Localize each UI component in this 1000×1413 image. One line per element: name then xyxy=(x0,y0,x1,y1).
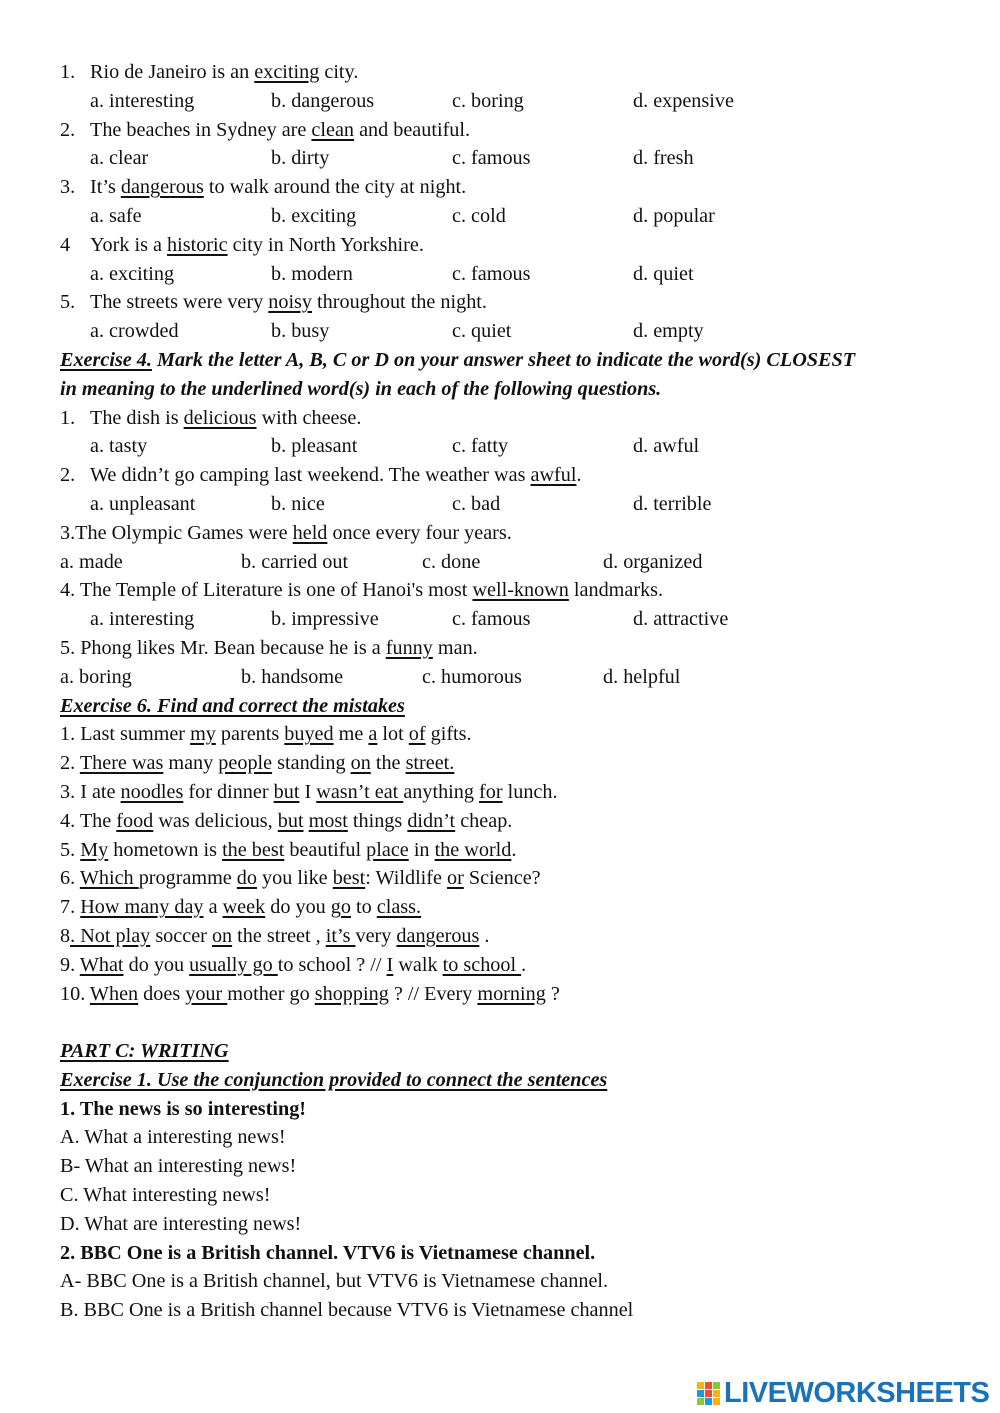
sentence-text: standing xyxy=(272,752,351,775)
underlined-word: What xyxy=(79,953,124,976)
answer-option: c. done xyxy=(422,550,481,573)
answer-option: b. nice xyxy=(271,492,325,515)
answer-option: b. pleasant xyxy=(271,435,358,458)
mistake-sentence xyxy=(60,807,960,836)
logo-tile xyxy=(705,1382,712,1389)
sentence-text: programme xyxy=(138,867,237,890)
sentence-text: . xyxy=(521,953,527,976)
mistake-sentence xyxy=(60,893,960,922)
question-line xyxy=(60,461,960,490)
answer-option: b. modern xyxy=(271,262,353,285)
question-line xyxy=(60,576,960,605)
sentence-text: Rio de Janeiro is an xyxy=(90,61,255,83)
underlined-word: but xyxy=(277,809,304,832)
answer-option: b. handsome xyxy=(241,665,344,688)
sentence-text: 4. The Temple of Literature is one of Hanoi's most xyxy=(60,579,473,602)
underlined-word: do xyxy=(236,867,257,890)
sentence-text: 7. xyxy=(60,896,81,919)
sentence-text: I xyxy=(299,780,317,803)
mistake-sentence xyxy=(60,749,960,778)
underlined-word: clean xyxy=(311,118,355,141)
sentence-text: ? // Every xyxy=(388,982,478,1005)
writing-question: 1. The news is so interesting! xyxy=(60,1097,307,1120)
underlined-word: There was xyxy=(79,752,164,775)
worksheet-page xyxy=(60,58,960,1325)
answer-option: b. dangerous xyxy=(271,89,375,112)
underlined-word: My xyxy=(80,838,109,861)
answer-option: a. interesting xyxy=(90,89,195,112)
sentence-text: in xyxy=(408,838,435,861)
writing-answer-choice: A- BBC One is a British channel, but VTV6 is Vietnamese channel. xyxy=(60,1270,609,1293)
answer-option: c. bad xyxy=(452,492,501,515)
logo-tile xyxy=(697,1398,704,1405)
sentence-text: . xyxy=(479,924,490,947)
answer-option: c. famous xyxy=(452,262,531,285)
underlined-word: usually go xyxy=(189,953,278,976)
question-line xyxy=(60,404,960,433)
question-line xyxy=(60,173,960,202)
sentence-text: to school ? // xyxy=(277,953,387,976)
answer-option: d. attractive xyxy=(633,608,729,631)
answer-option: c. fatty xyxy=(452,435,509,458)
underlined-word: go xyxy=(330,896,351,919)
underlined-word: on xyxy=(211,924,233,947)
sentence-text: once every four years. xyxy=(327,521,512,544)
mistake-sentence xyxy=(60,720,960,749)
underlined-word: When xyxy=(89,982,139,1005)
sentence-text: : Wildlife xyxy=(365,867,448,890)
sentence-text: We didn’t go camping last weekend. The weather was xyxy=(90,464,531,487)
exercise-4-questions xyxy=(60,404,960,692)
answer-options xyxy=(60,317,960,346)
question-line xyxy=(60,231,960,260)
sentence-text: 5. Phong likes Mr. Bean because he is a xyxy=(60,636,386,659)
answer-options xyxy=(60,87,960,116)
sentence-text: things xyxy=(347,809,408,832)
sentence-text: with cheese. xyxy=(256,406,362,429)
sentence-text: 9. xyxy=(60,953,80,976)
underlined-word: noisy xyxy=(268,291,312,314)
writing-answer-choice: C. What interesting news! xyxy=(60,1184,271,1207)
sentence-text: The beaches in Sydney are xyxy=(90,118,312,141)
sentence-text: was delicious, xyxy=(153,809,278,832)
underlined-word: on xyxy=(350,752,371,775)
liveworksheets-logo xyxy=(697,1378,989,1408)
spacer xyxy=(60,1008,960,1037)
underlined-word: . Not play xyxy=(70,924,151,947)
question-number: 4 xyxy=(60,233,71,256)
answer-option: c. cold xyxy=(452,204,506,227)
answer-option: a. made xyxy=(60,550,123,573)
sentence-text: man. xyxy=(432,636,478,659)
answer-options xyxy=(60,432,960,461)
underlined-word: or xyxy=(447,867,464,890)
writing-answer-choice: D. What are interesting news! xyxy=(60,1212,302,1235)
sentence-text: 4. The xyxy=(60,809,117,832)
underlined-word: my xyxy=(190,723,216,746)
sentence-text: walk xyxy=(393,953,443,976)
underlined-word: the world xyxy=(434,838,512,861)
question-line xyxy=(60,519,960,548)
sentence-text: 10. xyxy=(60,982,90,1005)
underlined-word: I xyxy=(386,953,394,976)
sentence-text: landmarks. xyxy=(568,579,664,602)
underlined-word: delicious xyxy=(183,406,257,429)
exercise-6-lines xyxy=(60,720,960,1008)
underlined-word: the best xyxy=(222,838,285,861)
underlined-word: but xyxy=(273,780,300,803)
exercise-4-label: Exercise 4. xyxy=(60,348,152,371)
part-c-heading: PART C: WRITING xyxy=(60,1040,229,1063)
sentence-text: to walk around the city at night. xyxy=(203,176,467,199)
sentence-text: very xyxy=(355,924,397,947)
logo-tile xyxy=(713,1390,720,1397)
underlined-word: dangerous xyxy=(120,176,204,199)
exercise-3-questions xyxy=(60,58,960,346)
underlined-word: for xyxy=(479,780,503,803)
question-number: 1. xyxy=(60,406,76,429)
logo-tile xyxy=(713,1382,720,1389)
sentence-text: to xyxy=(350,896,377,919)
underlined-word: of xyxy=(408,723,426,746)
mistake-sentence xyxy=(60,864,960,893)
sentence-text: for dinner xyxy=(183,780,274,803)
logo-tile xyxy=(705,1390,712,1397)
underlined-word: street. xyxy=(405,752,455,775)
sentence-text: does xyxy=(138,982,186,1005)
sentence-text: hometown is xyxy=(108,838,223,861)
sentence-text: you like xyxy=(256,867,333,890)
question-line xyxy=(60,58,960,87)
answer-option: b. dirty xyxy=(271,147,330,170)
writing-answer-choice: B- What an interesting news! xyxy=(60,1155,297,1178)
sentence-text: 1. Last summer xyxy=(60,723,191,746)
answer-options xyxy=(60,605,960,634)
underlined-word: food xyxy=(116,809,154,832)
sentence-text: parents xyxy=(215,723,285,746)
answer-option: d. popular xyxy=(633,204,715,227)
answer-option: b. busy xyxy=(271,320,330,343)
underlined-word: your xyxy=(185,982,228,1005)
mistake-sentence xyxy=(60,836,960,865)
sentence-text: gifts. xyxy=(425,723,472,746)
underlined-word: held xyxy=(292,521,328,544)
underlined-word: class. xyxy=(376,896,422,919)
sentence-text: throughout the night. xyxy=(312,291,487,314)
sentence-text: 3. I ate xyxy=(60,780,121,803)
answer-option: b. carried out xyxy=(241,550,349,573)
exercise-6-heading: Exercise 6. Find and correct the mistakes xyxy=(60,694,405,717)
logo-tile xyxy=(713,1398,720,1405)
answer-option: a. boring xyxy=(60,665,132,688)
sentence-text: The dish is xyxy=(90,406,184,429)
answer-option: a. interesting xyxy=(90,608,195,631)
underlined-word: Which xyxy=(79,867,139,890)
question-number: 1. xyxy=(60,61,76,83)
sentence-text: cheap. xyxy=(455,809,513,832)
underlined-word: dangerous xyxy=(396,924,480,947)
question-line xyxy=(60,116,960,145)
underlined-word: week xyxy=(222,896,266,919)
sentence-text: anything xyxy=(403,780,480,803)
writing-answer-choice: B. BBC One is a British channel because VTV6 is Vietnamese channel xyxy=(60,1299,634,1322)
sentence-text: the street , xyxy=(232,924,326,947)
underlined-word: exciting xyxy=(254,61,320,83)
sentence-text: mother go xyxy=(227,982,315,1005)
underlined-word: it’s xyxy=(325,924,356,947)
question-number: 2. xyxy=(60,118,76,141)
sentence-text: 5. xyxy=(60,838,81,861)
answer-option: a. safe xyxy=(90,204,142,227)
sentence-text: . xyxy=(511,838,517,861)
sentence-text: me xyxy=(333,723,369,746)
underlined-word: morning xyxy=(477,982,546,1005)
sentence-text: 2. xyxy=(60,752,80,775)
sentence-text: the xyxy=(370,752,406,775)
underlined-word: best xyxy=(332,867,366,890)
underlined-word: shopping xyxy=(314,982,389,1005)
sentence-text: It’s xyxy=(90,176,121,199)
sentence-text: a xyxy=(203,896,223,919)
answer-option: a. unpleasant xyxy=(90,492,196,515)
underlined-word: buyed xyxy=(284,723,334,746)
underlined-word: noodles xyxy=(120,780,184,803)
exercise-4-heading-line-1 xyxy=(60,346,960,375)
answer-option: d. expensive xyxy=(633,89,734,112)
mistake-sentence xyxy=(60,980,960,1009)
sentence-text: do you xyxy=(123,953,190,976)
underlined-word: place xyxy=(366,838,409,861)
logo-tile xyxy=(697,1382,704,1389)
answer-option: c. quiet xyxy=(452,320,512,343)
sentence-text: 8 xyxy=(60,924,71,947)
writing-exercise-1-heading: Exercise 1. Use the conjunction provided to connect the sentences xyxy=(60,1068,608,1091)
answer-option: d. fresh xyxy=(633,147,694,170)
answer-options xyxy=(60,548,960,577)
answer-option: b. impressive xyxy=(271,608,379,631)
underlined-word: awful xyxy=(530,464,577,487)
sentence-text: city. xyxy=(319,61,359,83)
answer-option: b. exciting xyxy=(271,204,357,227)
exercise-4-instruction: Mark the letter A, B, C or D on your answer sheet to indicate the word(s) CLOSEST xyxy=(151,348,856,371)
underlined-word: to school xyxy=(442,953,522,976)
answer-options xyxy=(60,202,960,231)
answer-options xyxy=(60,144,960,173)
sentence-text: 6. xyxy=(60,867,80,890)
question-number: 5. xyxy=(60,291,76,314)
answer-option: d. awful xyxy=(633,435,700,458)
sentence-text: beautiful xyxy=(284,838,367,861)
sentence-text: many xyxy=(163,752,219,775)
underlined-word: wasn’t eat xyxy=(316,780,404,803)
exercise-4-heading-line-2: in meaning to the underlined word(s) in each of the following questions. xyxy=(60,377,662,400)
mistake-sentence xyxy=(60,778,960,807)
underlined-word: most xyxy=(308,809,348,832)
underlined-word: a xyxy=(368,723,378,746)
underlined-word: people xyxy=(218,752,273,775)
answer-option: a. exciting xyxy=(90,262,175,285)
answer-option: d. terrible xyxy=(633,492,712,515)
writing-question: 2. BBC One is a British channel. VTV6 is Vietnamese channel. xyxy=(60,1241,596,1264)
answer-option: c. humorous xyxy=(422,665,522,688)
logo-tile xyxy=(705,1398,712,1405)
underlined-word: historic xyxy=(167,233,228,256)
sentence-text: 3.The Olympic Games were xyxy=(60,521,293,544)
sentence-text: city in North Yorkshire. xyxy=(227,233,424,256)
question-line xyxy=(60,634,960,663)
answer-option: d. quiet xyxy=(633,262,694,285)
answer-options xyxy=(60,663,960,692)
answer-option: a. crowded xyxy=(90,320,179,343)
sentence-text: lot xyxy=(377,723,409,746)
answer-options xyxy=(60,260,960,289)
logo-text: LIVEWORKSHEETS xyxy=(724,1376,990,1409)
sentence-text: ? xyxy=(545,982,560,1005)
underlined-word: How many day xyxy=(80,896,204,919)
sentence-text: soccer xyxy=(150,924,212,947)
sentence-text: lunch. xyxy=(502,780,558,803)
answer-option: d. organized xyxy=(603,550,703,573)
underlined-word: didn’t xyxy=(407,809,456,832)
sentence-text: . xyxy=(576,464,582,487)
liveworksheets-logo-icon xyxy=(697,1382,720,1405)
underlined-word: well-known xyxy=(472,579,569,602)
answer-option: d. empty xyxy=(633,320,704,343)
writing-items xyxy=(60,1095,960,1325)
answer-option: c. boring xyxy=(452,89,524,112)
answer-option: d. helpful xyxy=(603,665,681,688)
mistake-sentence xyxy=(60,922,960,951)
logo-tile xyxy=(697,1390,704,1397)
underlined-word: funny xyxy=(385,636,433,659)
sentence-text: Science? xyxy=(463,867,541,890)
sentence-text: York is a xyxy=(90,233,168,256)
question-number: 2. xyxy=(60,464,76,487)
writing-answer-choice: A. What a interesting news! xyxy=(60,1126,286,1149)
sentence-text: do you xyxy=(265,896,331,919)
answer-option: a. clear xyxy=(90,147,149,170)
answer-option: c. famous xyxy=(452,147,531,170)
question-number: 3. xyxy=(60,176,76,199)
sentence-text: and beautiful. xyxy=(354,118,471,141)
sentence-text: The streets were very xyxy=(90,291,269,314)
answer-option: a. tasty xyxy=(90,435,148,458)
answer-options xyxy=(60,490,960,519)
question-line xyxy=(60,288,960,317)
mistake-sentence xyxy=(60,951,960,980)
answer-option: c. famous xyxy=(452,608,531,631)
